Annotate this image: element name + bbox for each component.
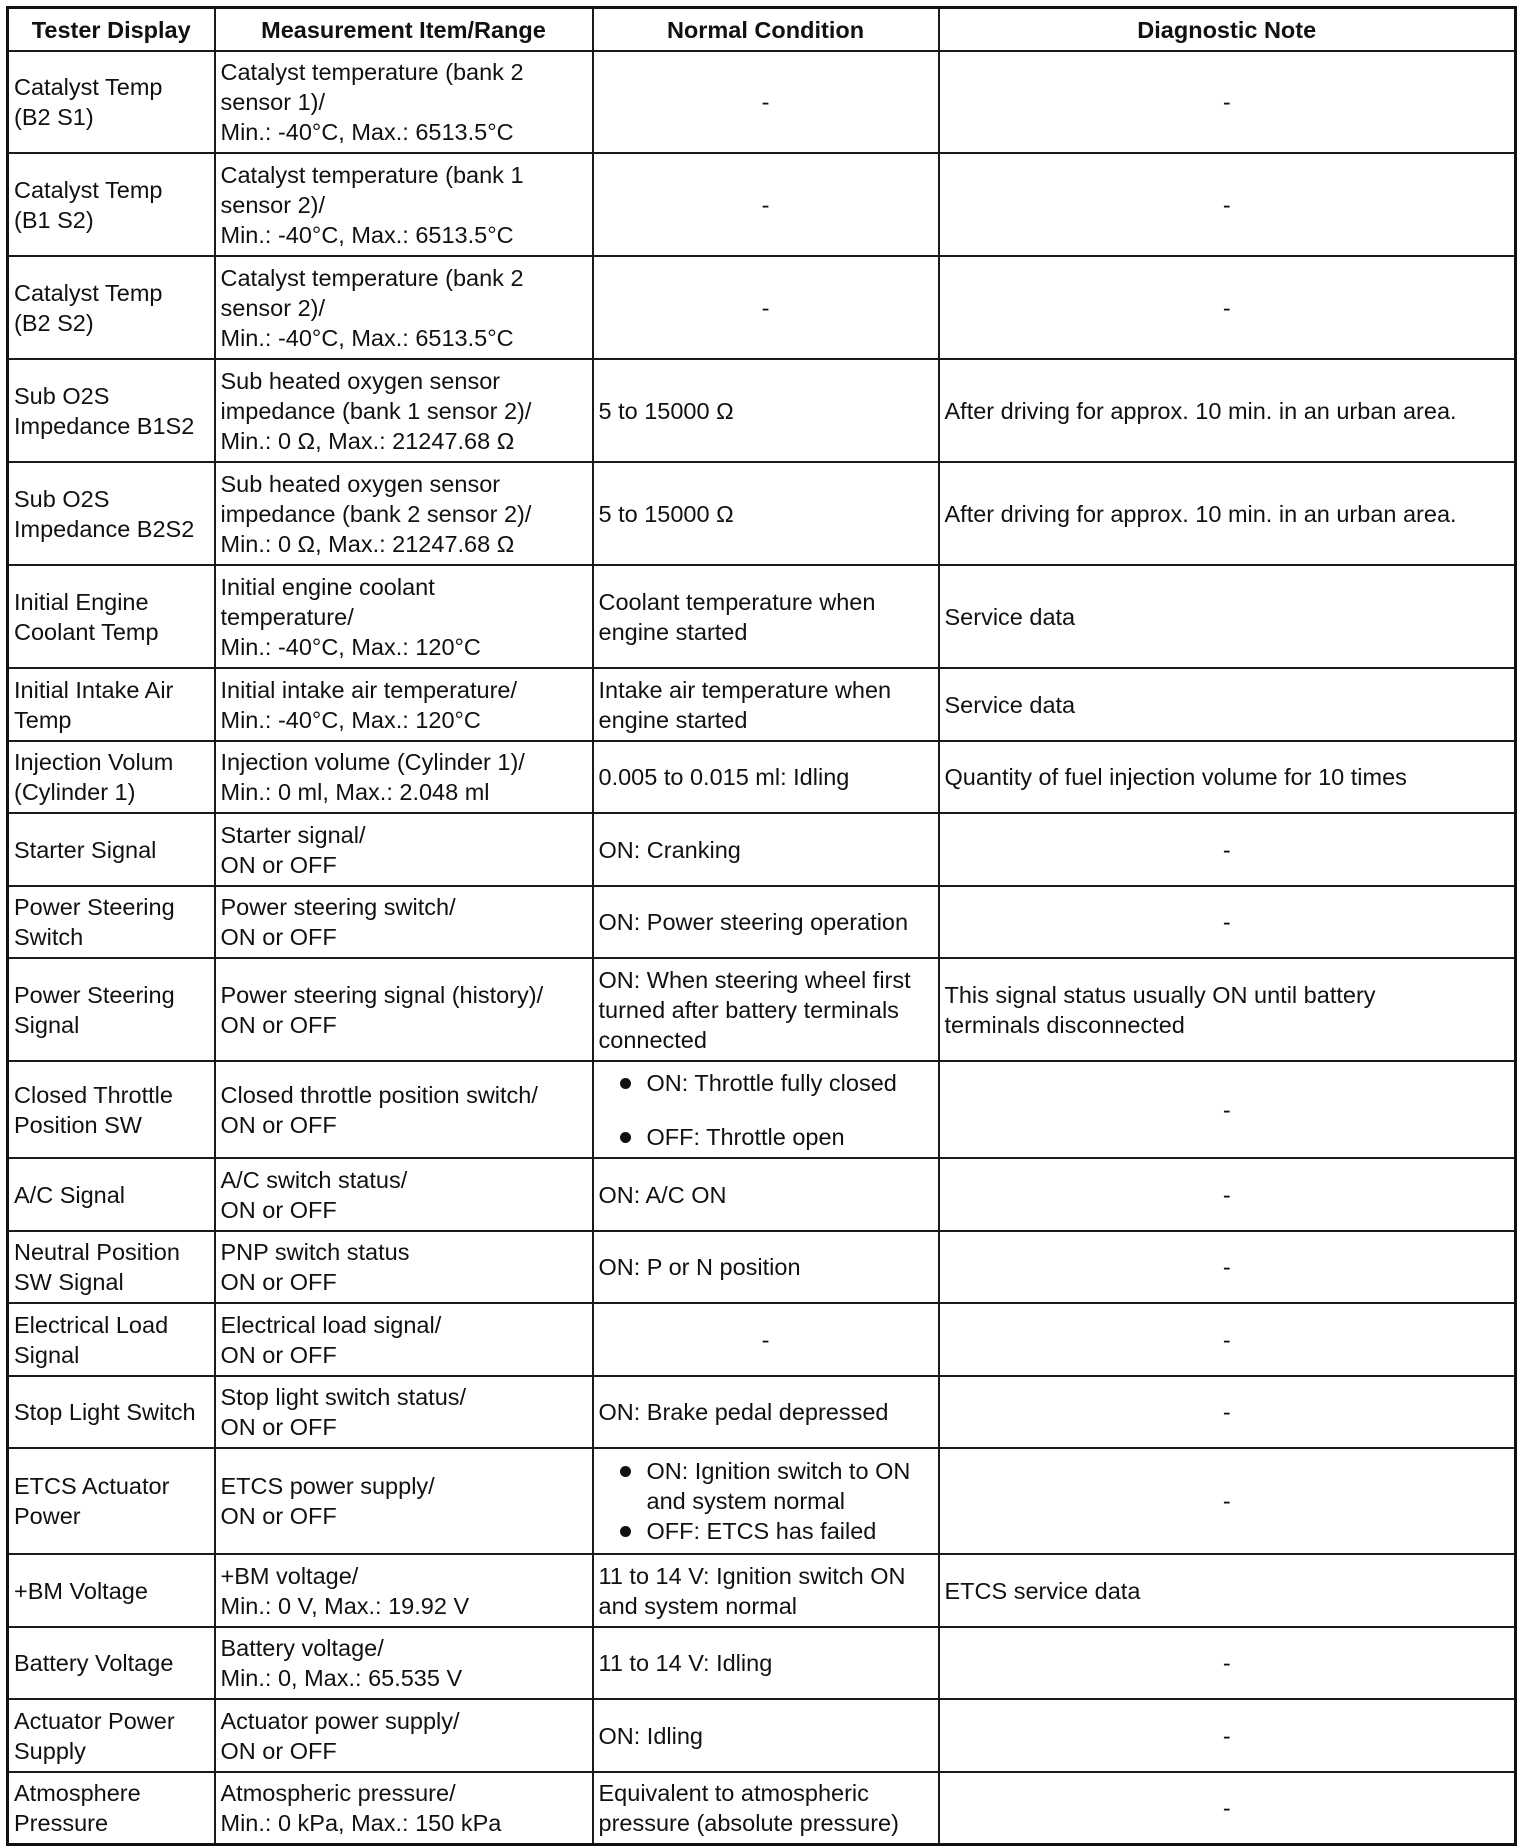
cell-measurement-item [215,813,593,886]
cell-tester-display [8,958,215,1061]
tester-display-line: +BM Voltage [14,1577,148,1604]
cell-measurement-item [215,1448,593,1554]
table-row [8,1061,1516,1158]
measurement-item-line: Min.: 0 V, Max.: 19.92 V [220,1592,470,1619]
cell-tester-display [8,1303,215,1376]
tester-display-line: Signal [14,1011,80,1038]
table-row [8,1448,1516,1554]
measurement-item-line: Min.: 0, Max.: 65.535 V [220,1665,463,1691]
tester-display-line: Injection Volum [14,749,174,775]
header-measurement-item: Measurement Item/Range [215,8,593,52]
cell-measurement-item [215,565,593,668]
cell-diagnostic-note: After driving for approx. 10 min. in an urban area. [939,462,1516,565]
cell-normal-condition: ON: Cranking [593,813,939,886]
tester-display-line: ETCS Actuator [14,1473,170,1499]
cell-tester-display [8,813,215,886]
normal-condition-line: engine started [598,706,748,733]
cell-measurement-item [215,1627,593,1699]
cell-measurement-item [215,462,593,565]
measurement-item-line: Atmospheric pressure/ [220,1779,456,1806]
cell-tester-display [8,359,215,462]
tester-display-line: Sub O2S [14,485,110,512]
data-list-table [6,6,1517,1846]
condition-bullet-item [599,1516,933,1546]
cell-normal-condition: - [593,1303,939,1376]
measurement-item-line: ON or OFF [220,1737,337,1764]
table-row [8,1772,1516,1844]
cell-diagnostic-note: Quantity of fuel injection volume for 10 times [939,741,1516,813]
cell-tester-display [8,1158,215,1231]
tester-display-line: Power Steering [14,981,175,1008]
tester-display-line: (Cylinder 1) [14,779,136,805]
cell-normal-condition: - [593,153,939,256]
measurement-item-line: Catalyst temperature (bank 1 [220,161,524,188]
measurement-item-line: Initial engine coolant [220,573,435,600]
tester-display-line: Supply [14,1737,86,1764]
condition-bullet-item: ON: Throttle fully closed [599,1068,933,1098]
cell-measurement-item [215,1772,593,1844]
cell-normal-condition [593,1448,939,1554]
cell-measurement-item [215,1061,593,1158]
tester-display-line: SW Signal [14,1269,124,1295]
cell-tester-display [8,1231,215,1303]
condition-bullet-list [599,1456,933,1546]
tester-display-line: (B2 S2) [14,309,94,336]
measurement-item-line: Initial intake air temperature/ [220,676,518,703]
cell-measurement-item [215,1231,593,1303]
tester-display-line: Stop Light Switch [14,1399,196,1425]
tester-display-line: Impedance B1S2 [14,412,195,439]
tester-display-line: Catalyst Temp [14,279,163,306]
cell-normal-condition [593,958,939,1061]
measurement-item-line: Battery voltage/ [220,1635,384,1661]
diagnostic-note-line: This signal status usually ON until battery [944,981,1376,1008]
cell-normal-condition: - [593,51,939,153]
cell-tester-display [8,1772,215,1844]
tester-display-line: Pressure [14,1809,109,1836]
cell-measurement-item [215,741,593,813]
cell-tester-display [8,1699,215,1772]
measurement-item-line: +BM voltage/ [220,1562,359,1589]
cell-normal-condition [593,565,939,668]
cell-normal-condition: ON: P or N position [593,1231,939,1303]
table-row [8,1554,1516,1627]
cell-diagnostic-note: - [939,1772,1516,1844]
measurement-item-line: Starter signal/ [220,821,366,848]
cell-tester-display [8,1448,215,1554]
table-row [8,565,1516,668]
cell-tester-display [8,51,215,153]
header-diagnostic-note: Diagnostic Note [939,8,1516,52]
cell-normal-condition [593,668,939,741]
cell-tester-display [8,1627,215,1699]
normal-condition-line: engine started [598,618,748,645]
cell-measurement-item [215,256,593,359]
tester-display-line: Initial Intake Air [14,676,174,703]
cell-diagnostic-note: - [939,813,1516,886]
tester-display-line: Coolant Temp [14,618,159,645]
data-list-table-wrapper [6,6,1517,1846]
tester-display-line: Starter Signal [14,836,157,863]
normal-condition-line: 11 to 14 V: Ignition switch ON [598,1562,906,1589]
table-row [8,359,1516,462]
measurement-item-line: sensor 1)/ [220,89,325,115]
measurement-item-line: ON or OFF [220,1341,337,1368]
measurement-item-line: ON or OFF [220,1111,337,1138]
measurement-item-line: ETCS power supply/ [220,1473,435,1499]
cell-normal-condition: 11 to 14 V: Idling [593,1627,939,1699]
measurement-item-line: Min.: -40°C, Max.: 120°C [220,706,481,733]
tester-display-line: Impedance B2S2 [14,515,195,542]
normal-condition-line: connected [598,1026,707,1053]
measurement-item-line: ON or OFF [220,851,337,878]
cell-diagnostic-note: Service data [939,565,1516,668]
cell-tester-display [8,565,215,668]
cell-diagnostic-note: - [939,256,1516,359]
measurement-item-line: Min.: 0 Ω, Max.: 21247.68 Ω [220,530,515,557]
cell-diagnostic-note: - [939,51,1516,153]
tester-display-line: Initial Engine [14,588,149,615]
cell-tester-display [8,1376,215,1448]
measurement-item-line: ON or OFF [220,1503,337,1529]
table-row [8,1699,1516,1772]
table-row [8,741,1516,813]
measurement-item-line: impedance (bank 1 sensor 2)/ [220,397,532,424]
measurement-item-line: PNP switch status [220,1239,410,1265]
measurement-item-line: Catalyst temperature (bank 2 [220,59,524,85]
header-normal-condition: Normal Condition [593,8,939,52]
tester-display-line: Catalyst Temp [14,74,163,100]
tester-display-line: (B1 S2) [14,206,94,233]
measurement-item-line: Power steering signal (history)/ [220,981,544,1008]
cell-measurement-item [215,1158,593,1231]
diagnostic-note-line: terminals disconnected [944,1011,1185,1038]
table-row [8,256,1516,359]
condition-bullet-line: and system normal [646,1488,846,1514]
cell-measurement-item [215,1376,593,1448]
normal-condition-line: and system normal [598,1592,798,1619]
measurement-item-line: impedance (bank 2 sensor 2)/ [220,500,532,527]
table-row [8,51,1516,153]
measurement-item-line: ON or OFF [220,1414,337,1440]
normal-condition-line: pressure (absolute pressure) [598,1809,899,1836]
cell-normal-condition: ON: Idling [593,1699,939,1772]
cell-diagnostic-note: - [939,1061,1516,1158]
header-tester-display: Tester Display [8,8,215,52]
cell-measurement-item [215,153,593,256]
cell-diagnostic-note: - [939,1158,1516,1231]
measurement-item-line: Min.: -40°C, Max.: 6513.5°C [220,119,514,145]
measurement-item-line: Min.: 0 kPa, Max.: 150 kPa [220,1809,502,1836]
tester-display-line: Power Steering [14,894,175,920]
measurement-item-line: A/C switch status/ [220,1166,408,1193]
tester-display-line: A/C Signal [14,1181,126,1208]
tester-display-line: Electrical Load [14,1311,169,1338]
table-row [8,813,1516,886]
tester-display-line: Sub O2S [14,382,110,409]
cell-normal-condition [593,1554,939,1627]
table-row [8,153,1516,256]
condition-bullet-line: OFF: ETCS has failed [646,1518,877,1544]
normal-condition-line: ON: When steering wheel first [598,966,911,993]
table-row [8,1376,1516,1448]
measurement-item-line: Sub heated oxygen sensor [220,367,501,394]
cell-diagnostic-note: After driving for approx. 10 min. in an urban area. [939,359,1516,462]
cell-measurement-item [215,1554,593,1627]
cell-normal-condition: ON: Power steering operation [593,886,939,958]
cell-diagnostic-note: - [939,153,1516,256]
cell-normal-condition: ON: Brake pedal depressed [593,1376,939,1448]
cell-diagnostic-note: - [939,1448,1516,1554]
measurement-item-line: sensor 2)/ [220,191,325,218]
cell-tester-display [8,668,215,741]
cell-diagnostic-note [939,958,1516,1061]
measurement-item-line: ON or OFF [220,1269,337,1295]
table-row [8,1158,1516,1231]
cell-diagnostic-note: - [939,1699,1516,1772]
condition-bullet-item: OFF: Throttle open [599,1122,933,1152]
table-row [8,668,1516,741]
cell-tester-display [8,462,215,565]
tester-display-line: Power [14,1503,81,1529]
normal-condition-line: turned after battery terminals [598,996,899,1023]
normal-condition-line: Equivalent to atmospheric [598,1779,869,1806]
table-body [8,51,1516,1844]
table-row [8,1303,1516,1376]
measurement-item-line: Closed throttle position switch/ [220,1081,538,1108]
table-row [8,1627,1516,1699]
cell-diagnostic-note: - [939,1627,1516,1699]
cell-measurement-item [215,668,593,741]
measurement-item-line: Sub heated oxygen sensor [220,470,501,497]
table-row [8,1231,1516,1303]
tester-display-line: Switch [14,924,84,950]
cell-normal-condition: 5 to 15000 Ω [593,359,939,462]
cell-measurement-item [215,886,593,958]
measurement-item-line: Min.: -40°C, Max.: 6513.5°C [220,324,514,351]
cell-tester-display [8,1554,215,1627]
tester-display-line: Position SW [14,1111,142,1138]
measurement-item-line: Min.: -40°C, Max.: 120°C [220,633,481,660]
measurement-item-line: Stop light switch status/ [220,1384,467,1410]
cell-tester-display [8,153,215,256]
cell-diagnostic-note: - [939,1231,1516,1303]
measurement-item-line: Min.: -40°C, Max.: 6513.5°C [220,221,514,248]
tester-display-line: Battery Voltage [14,1650,174,1676]
cell-normal-condition [593,1772,939,1844]
normal-condition-line: Coolant temperature when [598,588,876,615]
measurement-item-line: Actuator power supply/ [220,1707,460,1734]
measurement-item-line: Electrical load signal/ [220,1311,442,1338]
table-row [8,462,1516,565]
measurement-item-line: Catalyst temperature (bank 2 [220,264,524,291]
cell-tester-display [8,256,215,359]
tester-display-line: Neutral Position [14,1239,180,1265]
measurement-item-line: ON or OFF [220,924,337,950]
table-header-row [8,8,1516,52]
cell-tester-display [8,886,215,958]
normal-condition-line: Intake air temperature when [598,676,892,703]
condition-bullet-item [599,1456,933,1516]
cell-measurement-item [215,1303,593,1376]
cell-diagnostic-note: Service data [939,668,1516,741]
cell-diagnostic-note: - [939,1376,1516,1448]
measurement-item-line: Power steering switch/ [220,894,456,920]
cell-normal-condition: 0.005 to 0.015 ml: Idling [593,741,939,813]
cell-measurement-item [215,958,593,1061]
tester-display-line: (B2 S1) [14,104,94,130]
tester-display-line: Signal [14,1341,80,1368]
tester-display-line: Actuator Power [14,1707,175,1734]
table-row [8,958,1516,1061]
table-row [8,886,1516,958]
condition-bullet-line: ON: Ignition switch to ON [646,1458,911,1484]
measurement-item-line: Min.: 0 Ω, Max.: 21247.68 Ω [220,427,515,454]
measurement-item-line: Min.: 0 ml, Max.: 2.048 ml [220,779,490,805]
measurement-item-line: Injection volume (Cylinder 1)/ [220,749,525,775]
cell-tester-display [8,741,215,813]
cell-measurement-item [215,1699,593,1772]
cell-measurement-item [215,359,593,462]
cell-normal-condition [593,1061,939,1158]
cell-diagnostic-note: - [939,1303,1516,1376]
measurement-item-line: ON or OFF [220,1196,337,1223]
tester-display-line: Temp [14,706,72,733]
cell-normal-condition: - [593,256,939,359]
cell-normal-condition: ON: A/C ON [593,1158,939,1231]
tester-display-line: Atmosphere [14,1779,141,1806]
measurement-item-line: temperature/ [220,603,354,630]
condition-bullet-list [599,1068,933,1152]
tester-display-line: Catalyst Temp [14,176,163,203]
cell-measurement-item [215,51,593,153]
cell-normal-condition: 5 to 15000 Ω [593,462,939,565]
tester-display-line: Closed Throttle [14,1081,173,1108]
measurement-item-line: ON or OFF [220,1011,337,1038]
cell-diagnostic-note: - [939,886,1516,958]
measurement-item-line: sensor 2)/ [220,294,325,321]
cell-diagnostic-note: ETCS service data [939,1554,1516,1627]
cell-tester-display [8,1061,215,1158]
